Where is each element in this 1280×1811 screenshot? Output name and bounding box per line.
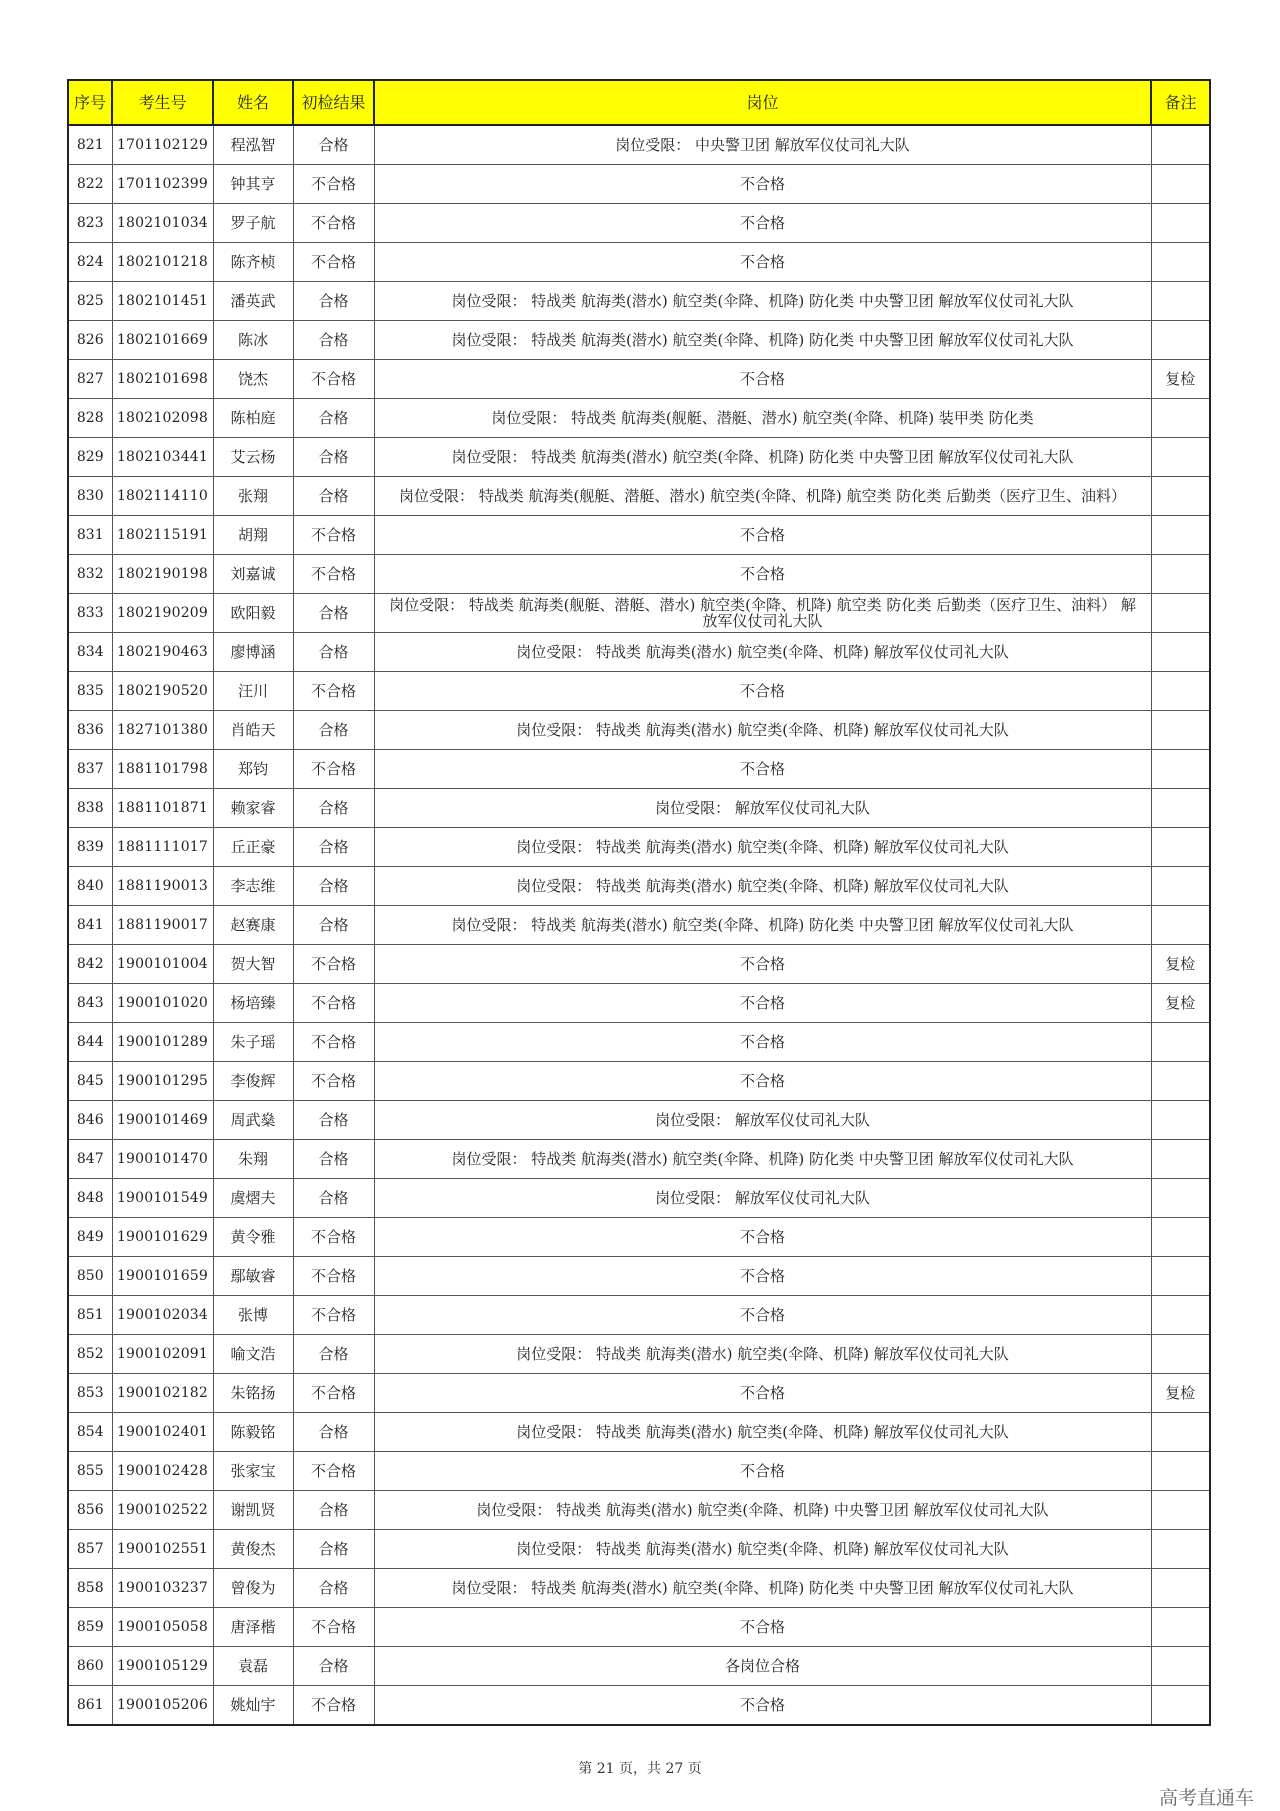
cell-position: 岗位受限： 特战类 航海类(潜水) 航空类(伞降、机降) 防化类 中央警卫团 解放军仪仗司礼大队 (374, 321, 1151, 360)
cell-position: 岗位受限： 特战类 航海类(潜水) 航空类(伞降、机降) 解放军仪仗司礼大队 (374, 1530, 1151, 1569)
cell-exam-id: 1802101034 (112, 204, 213, 243)
cell-name: 罗子航 (213, 204, 293, 243)
cell-seq: 855 (68, 1452, 112, 1491)
cell-position: 岗位受限： 特战类 航海类(潜水) 航空类(伞降、机降) 解放军仪仗司礼大队 (374, 867, 1151, 906)
cell-seq: 849 (68, 1218, 112, 1257)
cell-initial-result: 合格 (293, 1335, 374, 1374)
table-row (68, 282, 1210, 321)
cell-remark (1151, 165, 1210, 204)
cell-position: 岗位受限： 特战类 航海类(潜水) 航空类(伞降、机降) 防化类 中央警卫团 解放军仪仗司礼大队 (374, 438, 1151, 477)
cell-position: 岗位受限： 特战类 航海类(潜水) 航空类(伞降、机降) 防化类 中央警卫团 解放军仪仗司礼大队 (374, 282, 1151, 321)
cell-name: 周武燊 (213, 1101, 293, 1140)
cell-initial-result: 合格 (293, 1647, 374, 1686)
table-row (68, 1257, 1210, 1296)
cell-position: 不合格 (374, 360, 1151, 399)
cell-remark (1151, 1530, 1210, 1569)
cell-remark: 复检 (1151, 360, 1210, 399)
cell-name: 饶杰 (213, 360, 293, 399)
cell-initial-result: 不合格 (293, 204, 374, 243)
cell-name: 刘嘉诚 (213, 555, 293, 594)
cell-seq: 854 (68, 1413, 112, 1452)
cell-remark (1151, 1491, 1210, 1530)
cell-seq: 836 (68, 711, 112, 750)
cell-name: 张家宝 (213, 1452, 293, 1491)
table-row (68, 1218, 1210, 1257)
cell-remark (1151, 1062, 1210, 1101)
table-row (68, 672, 1210, 711)
cell-name: 谢凯贤 (213, 1491, 293, 1530)
table-row (68, 1140, 1210, 1179)
cell-initial-result: 合格 (293, 1179, 374, 1218)
cell-name: 黄俊杰 (213, 1530, 293, 1569)
cell-remark (1151, 867, 1210, 906)
cell-seq: 860 (68, 1647, 112, 1686)
cell-name: 肖皓天 (213, 711, 293, 750)
cell-initial-result: 合格 (293, 1530, 374, 1569)
cell-exam-id: 1802190463 (112, 633, 213, 672)
cell-position: 不合格 (374, 555, 1151, 594)
cell-seq: 845 (68, 1062, 112, 1101)
cell-position: 岗位受限： 特战类 航海类(潜水) 航空类(伞降、机降) 防化类 中央警卫团 解放军仪仗司礼大队 (374, 1569, 1151, 1608)
cell-name: 钟其亨 (213, 165, 293, 204)
cell-position: 岗位受限： 特战类 航海类(舰艇、潜艇、潜水) 航空类(伞降、机降) 装甲类 防化类 (374, 399, 1151, 438)
table-row (68, 360, 1210, 399)
cell-initial-result: 不合格 (293, 1374, 374, 1413)
cell-seq: 828 (68, 399, 112, 438)
cell-initial-result: 合格 (293, 321, 374, 360)
table-row (68, 1374, 1210, 1413)
cell-seq: 846 (68, 1101, 112, 1140)
cell-name: 张翔 (213, 477, 293, 516)
cell-position: 不合格 (374, 204, 1151, 243)
cell-initial-result: 合格 (293, 1101, 374, 1140)
cell-initial-result: 不合格 (293, 243, 374, 282)
cell-initial-result: 合格 (293, 633, 374, 672)
cell-position: 不合格 (374, 1257, 1151, 1296)
cell-remark (1151, 1569, 1210, 1608)
cell-initial-result: 不合格 (293, 1686, 374, 1726)
cell-initial-result: 不合格 (293, 360, 374, 399)
cell-initial-result: 合格 (293, 1491, 374, 1530)
cell-name: 唐泽楷 (213, 1608, 293, 1647)
cell-exam-id: 1900102091 (112, 1335, 213, 1374)
header-remark: 备注 (1151, 80, 1210, 125)
cell-seq: 856 (68, 1491, 112, 1530)
cell-initial-result: 合格 (293, 828, 374, 867)
cell-position: 不合格 (374, 750, 1151, 789)
cell-initial-result: 合格 (293, 789, 374, 828)
cell-initial-result: 合格 (293, 125, 374, 165)
cell-exam-id: 1900101469 (112, 1101, 213, 1140)
table-row (68, 1491, 1210, 1530)
cell-initial-result: 不合格 (293, 555, 374, 594)
cell-exam-id: 1900101289 (112, 1023, 213, 1062)
cell-remark (1151, 438, 1210, 477)
cell-remark (1151, 243, 1210, 282)
cell-initial-result: 不合格 (293, 1257, 374, 1296)
cell-exam-id: 1802101218 (112, 243, 213, 282)
cell-seq: 850 (68, 1257, 112, 1296)
cell-initial-result: 合格 (293, 594, 374, 633)
cell-seq: 851 (68, 1296, 112, 1335)
cell-exam-id: 1701102399 (112, 165, 213, 204)
cell-name: 郑钧 (213, 750, 293, 789)
cell-position: 不合格 (374, 1218, 1151, 1257)
cell-initial-result: 不合格 (293, 750, 374, 789)
cell-remark (1151, 1101, 1210, 1140)
cell-seq: 841 (68, 906, 112, 945)
cell-exam-id: 1900102182 (112, 1374, 213, 1413)
cell-position: 岗位受限： 解放军仪仗司礼大队 (374, 1179, 1151, 1218)
cell-position: 不合格 (374, 1686, 1151, 1726)
cell-name: 贺大智 (213, 945, 293, 984)
cell-remark: 复检 (1151, 1374, 1210, 1413)
cell-name: 李俊辉 (213, 1062, 293, 1101)
cell-exam-id: 1802190520 (112, 672, 213, 711)
cell-seq: 838 (68, 789, 112, 828)
cell-name: 汪川 (213, 672, 293, 711)
cell-seq: 858 (68, 1569, 112, 1608)
cell-initial-result: 不合格 (293, 984, 374, 1023)
cell-position: 岗位受限： 特战类 航海类(潜水) 航空类(伞降、机降) 解放军仪仗司礼大队 (374, 1335, 1151, 1374)
cell-exam-id: 1900101020 (112, 984, 213, 1023)
cell-exam-id: 1900102522 (112, 1491, 213, 1530)
cell-remark (1151, 750, 1210, 789)
cell-remark (1151, 125, 1210, 165)
cell-initial-result: 合格 (293, 438, 374, 477)
cell-seq: 859 (68, 1608, 112, 1647)
cell-name: 袁磊 (213, 1647, 293, 1686)
table-row (68, 1335, 1210, 1374)
cell-seq: 824 (68, 243, 112, 282)
cell-position: 岗位受限： 特战类 航海类(潜水) 航空类(伞降、机降) 解放军仪仗司礼大队 (374, 1413, 1151, 1452)
table-row (68, 1101, 1210, 1140)
cell-name: 欧阳毅 (213, 594, 293, 633)
cell-position: 岗位受限： 特战类 航海类(潜水) 航空类(伞降、机降) 解放军仪仗司礼大队 (374, 633, 1151, 672)
cell-position: 岗位受限： 特战类 航海类(舰艇、潜艇、潜水) 航空类(伞降、机降) 航空类 防化类 后勤类（医疗卫生、油料） (374, 477, 1151, 516)
cell-remark (1151, 1179, 1210, 1218)
cell-name: 艾云杨 (213, 438, 293, 477)
cell-seq: 825 (68, 282, 112, 321)
table-row (68, 321, 1210, 360)
cell-seq: 844 (68, 1023, 112, 1062)
cell-seq: 848 (68, 1179, 112, 1218)
cell-seq: 823 (68, 204, 112, 243)
table-row (68, 125, 1210, 165)
table-row (68, 633, 1210, 672)
cell-exam-id: 1900101004 (112, 945, 213, 984)
table-row (68, 1530, 1210, 1569)
cell-remark (1151, 1257, 1210, 1296)
cell-seq: 822 (68, 165, 112, 204)
cell-seq: 827 (68, 360, 112, 399)
cell-initial-result: 合格 (293, 867, 374, 906)
table-row (68, 1413, 1210, 1452)
cell-remark (1151, 1647, 1210, 1686)
table-row (68, 477, 1210, 516)
cell-position: 岗位受限： 特战类 航海类(潜水) 航空类(伞降、机降) 解放军仪仗司礼大队 (374, 828, 1151, 867)
cell-remark (1151, 672, 1210, 711)
cell-initial-result: 不合格 (293, 516, 374, 555)
cell-exam-id: 1900102401 (112, 1413, 213, 1452)
cell-name: 陈毅铭 (213, 1413, 293, 1452)
cell-name: 姚灿宇 (213, 1686, 293, 1726)
cell-exam-id: 1900105129 (112, 1647, 213, 1686)
cell-initial-result: 合格 (293, 477, 374, 516)
cell-initial-result: 合格 (293, 1413, 374, 1452)
cell-exam-id: 1802101698 (112, 360, 213, 399)
cell-name: 胡翔 (213, 516, 293, 555)
cell-exam-id: 1900103237 (112, 1569, 213, 1608)
cell-position: 岗位受限： 中央警卫团 解放军仪仗司礼大队 (374, 125, 1151, 165)
cell-initial-result: 不合格 (293, 672, 374, 711)
table-row (68, 906, 1210, 945)
cell-position: 岗位受限： 特战类 航海类(潜水) 航空类(伞降、机降) 解放军仪仗司礼大队 (374, 711, 1151, 750)
cell-seq: 852 (68, 1335, 112, 1374)
cell-seq: 831 (68, 516, 112, 555)
cell-initial-result: 合格 (293, 282, 374, 321)
cell-seq: 857 (68, 1530, 112, 1569)
cell-position: 不合格 (374, 1062, 1151, 1101)
table-row (68, 594, 1210, 633)
table-row (68, 867, 1210, 906)
cell-position: 岗位受限： 解放军仪仗司礼大队 (374, 789, 1151, 828)
cell-seq: 843 (68, 984, 112, 1023)
cell-seq: 847 (68, 1140, 112, 1179)
table-row (68, 555, 1210, 594)
cell-remark (1151, 1296, 1210, 1335)
cell-initial-result: 不合格 (293, 1062, 374, 1101)
cell-seq: 829 (68, 438, 112, 477)
cell-name: 朱翔 (213, 1140, 293, 1179)
table-row (68, 828, 1210, 867)
cell-position: 岗位受限： 特战类 航海类(舰艇、潜艇、潜水) 航空类(伞降、机降) 航空类 防化类 后勤类（医疗卫生、油料） 解放军仪仗司礼大队 (374, 594, 1151, 633)
cell-remark (1151, 711, 1210, 750)
table-row (68, 1569, 1210, 1608)
table-row (68, 1179, 1210, 1218)
cell-initial-result: 合格 (293, 906, 374, 945)
header-initial-result: 初检结果 (293, 80, 374, 125)
cell-exam-id: 1881111017 (112, 828, 213, 867)
cell-exam-id: 1900102428 (112, 1452, 213, 1491)
watermark-logo: 高考直通车 (1158, 1787, 1254, 1809)
cell-name: 张博 (213, 1296, 293, 1335)
cell-exam-id: 1701102129 (112, 125, 213, 165)
cell-remark (1151, 1023, 1210, 1062)
cell-name: 廖博涵 (213, 633, 293, 672)
table-row (68, 204, 1210, 243)
cell-name: 虞熠夫 (213, 1179, 293, 1218)
cell-exam-id: 1900101295 (112, 1062, 213, 1101)
cell-remark (1151, 1218, 1210, 1257)
cell-remark (1151, 1686, 1210, 1726)
table-row (68, 516, 1210, 555)
cell-seq: 835 (68, 672, 112, 711)
cell-name: 陈冰 (213, 321, 293, 360)
cell-initial-result: 不合格 (293, 945, 374, 984)
cell-seq: 832 (68, 555, 112, 594)
cell-remark (1151, 204, 1210, 243)
table-row (68, 1062, 1210, 1101)
cell-remark (1151, 594, 1210, 633)
page-number: 第 21 页，共 27 页 (578, 1761, 702, 1777)
cell-exam-id: 1802101669 (112, 321, 213, 360)
cell-remark (1151, 789, 1210, 828)
cell-seq: 861 (68, 1686, 112, 1726)
cell-seq: 826 (68, 321, 112, 360)
cell-initial-result: 不合格 (293, 1296, 374, 1335)
table-row (68, 945, 1210, 984)
cell-remark (1151, 1140, 1210, 1179)
cell-initial-result: 不合格 (293, 1452, 374, 1491)
cell-exam-id: 1900101470 (112, 1140, 213, 1179)
cell-position: 不合格 (374, 1452, 1151, 1491)
cell-initial-result: 合格 (293, 1140, 374, 1179)
header-seq: 序号 (68, 80, 112, 125)
cell-remark (1151, 906, 1210, 945)
cell-exam-id: 1881101871 (112, 789, 213, 828)
cell-position: 不合格 (374, 1374, 1151, 1413)
cell-position: 不合格 (374, 243, 1151, 282)
cell-initial-result: 不合格 (293, 1608, 374, 1647)
cell-exam-id: 1900102551 (112, 1530, 213, 1569)
cell-position: 岗位受限： 解放军仪仗司礼大队 (374, 1101, 1151, 1140)
cell-exam-id: 1900102034 (112, 1296, 213, 1335)
cell-exam-id: 1881190017 (112, 906, 213, 945)
cell-seq: 833 (68, 594, 112, 633)
cell-name: 陈柏庭 (213, 399, 293, 438)
cell-seq: 830 (68, 477, 112, 516)
table-row (68, 438, 1210, 477)
cell-position: 不合格 (374, 165, 1151, 204)
cell-exam-id: 1802190209 (112, 594, 213, 633)
cell-name: 黄令雅 (213, 1218, 293, 1257)
cell-exam-id: 1900101629 (112, 1218, 213, 1257)
cell-initial-result: 合格 (293, 1569, 374, 1608)
table-row (68, 789, 1210, 828)
cell-position: 岗位受限： 特战类 航海类(潜水) 航空类(伞降、机降) 防化类 中央警卫团 解放军仪仗司礼大队 (374, 1140, 1151, 1179)
cell-exam-id: 1827101380 (112, 711, 213, 750)
cell-exam-id: 1802190198 (112, 555, 213, 594)
cell-seq: 853 (68, 1374, 112, 1413)
cell-position: 不合格 (374, 516, 1151, 555)
candidate-results-table (67, 79, 1211, 1726)
table-row (68, 711, 1210, 750)
table-header-row (68, 80, 1210, 125)
cell-name: 朱铭扬 (213, 1374, 293, 1413)
table-row (68, 1608, 1210, 1647)
cell-remark: 复检 (1151, 984, 1210, 1023)
cell-initial-result: 不合格 (293, 165, 374, 204)
cell-exam-id: 1802102098 (112, 399, 213, 438)
header-name: 姓名 (213, 80, 293, 125)
cell-remark (1151, 828, 1210, 867)
cell-remark (1151, 633, 1210, 672)
cell-remark (1151, 516, 1210, 555)
cell-seq: 837 (68, 750, 112, 789)
cell-position: 不合格 (374, 1023, 1151, 1062)
cell-remark: 复检 (1151, 945, 1210, 984)
cell-position: 各岗位合格 (374, 1647, 1151, 1686)
cell-remark (1151, 1413, 1210, 1452)
cell-name: 潘英武 (213, 282, 293, 321)
cell-initial-result: 不合格 (293, 1023, 374, 1062)
cell-seq: 821 (68, 125, 112, 165)
cell-initial-result: 不合格 (293, 1218, 374, 1257)
cell-initial-result: 合格 (293, 711, 374, 750)
cell-exam-id: 1881101798 (112, 750, 213, 789)
cell-position: 不合格 (374, 945, 1151, 984)
table-body (68, 125, 1210, 1725)
cell-seq: 842 (68, 945, 112, 984)
cell-name: 丘正豪 (213, 828, 293, 867)
cell-position: 不合格 (374, 1608, 1151, 1647)
cell-seq: 840 (68, 867, 112, 906)
cell-remark (1151, 282, 1210, 321)
cell-exam-id: 1802114110 (112, 477, 213, 516)
cell-name: 曾俊为 (213, 1569, 293, 1608)
header-position: 岗位 (374, 80, 1151, 125)
table-row (68, 1686, 1210, 1726)
cell-seq: 834 (68, 633, 112, 672)
table-row (68, 984, 1210, 1023)
cell-remark (1151, 1452, 1210, 1491)
cell-exam-id: 1802115191 (112, 516, 213, 555)
cell-exam-id: 1900101549 (112, 1179, 213, 1218)
table-row (68, 1452, 1210, 1491)
cell-exam-id: 1900101659 (112, 1257, 213, 1296)
table-row (68, 165, 1210, 204)
cell-name: 朱子瑶 (213, 1023, 293, 1062)
table-row (68, 1647, 1210, 1686)
cell-remark (1151, 555, 1210, 594)
header-exam-id: 考生号 (112, 80, 213, 125)
cell-position: 不合格 (374, 984, 1151, 1023)
cell-remark (1151, 1335, 1210, 1374)
cell-name: 鄢敏睿 (213, 1257, 293, 1296)
cell-position: 岗位受限： 特战类 航海类(潜水) 航空类(伞降、机降) 防化类 中央警卫团 解放军仪仗司礼大队 (374, 906, 1151, 945)
cell-name: 赵赛康 (213, 906, 293, 945)
cell-exam-id: 1881190013 (112, 867, 213, 906)
cell-name: 赖家睿 (213, 789, 293, 828)
cell-exam-id: 1802101451 (112, 282, 213, 321)
cell-initial-result: 合格 (293, 399, 374, 438)
cell-remark (1151, 399, 1210, 438)
cell-position: 岗位受限： 特战类 航海类(潜水) 航空类(伞降、机降) 中央警卫团 解放军仪仗司礼大队 (374, 1491, 1151, 1530)
table-row (68, 1296, 1210, 1335)
cell-name: 杨培臻 (213, 984, 293, 1023)
cell-seq: 839 (68, 828, 112, 867)
table-row (68, 243, 1210, 282)
cell-name: 喻文浩 (213, 1335, 293, 1374)
cell-exam-id: 1802103441 (112, 438, 213, 477)
cell-position: 不合格 (374, 672, 1151, 711)
table-row (68, 1023, 1210, 1062)
cell-name: 李志维 (213, 867, 293, 906)
table-row (68, 399, 1210, 438)
cell-remark (1151, 321, 1210, 360)
cell-position: 不合格 (374, 1296, 1151, 1335)
cell-name: 程泓智 (213, 125, 293, 165)
cell-exam-id: 1900105206 (112, 1686, 213, 1726)
table-row (68, 750, 1210, 789)
cell-remark (1151, 1608, 1210, 1647)
cell-name: 陈齐桢 (213, 243, 293, 282)
cell-remark (1151, 477, 1210, 516)
cell-exam-id: 1900105058 (112, 1608, 213, 1647)
